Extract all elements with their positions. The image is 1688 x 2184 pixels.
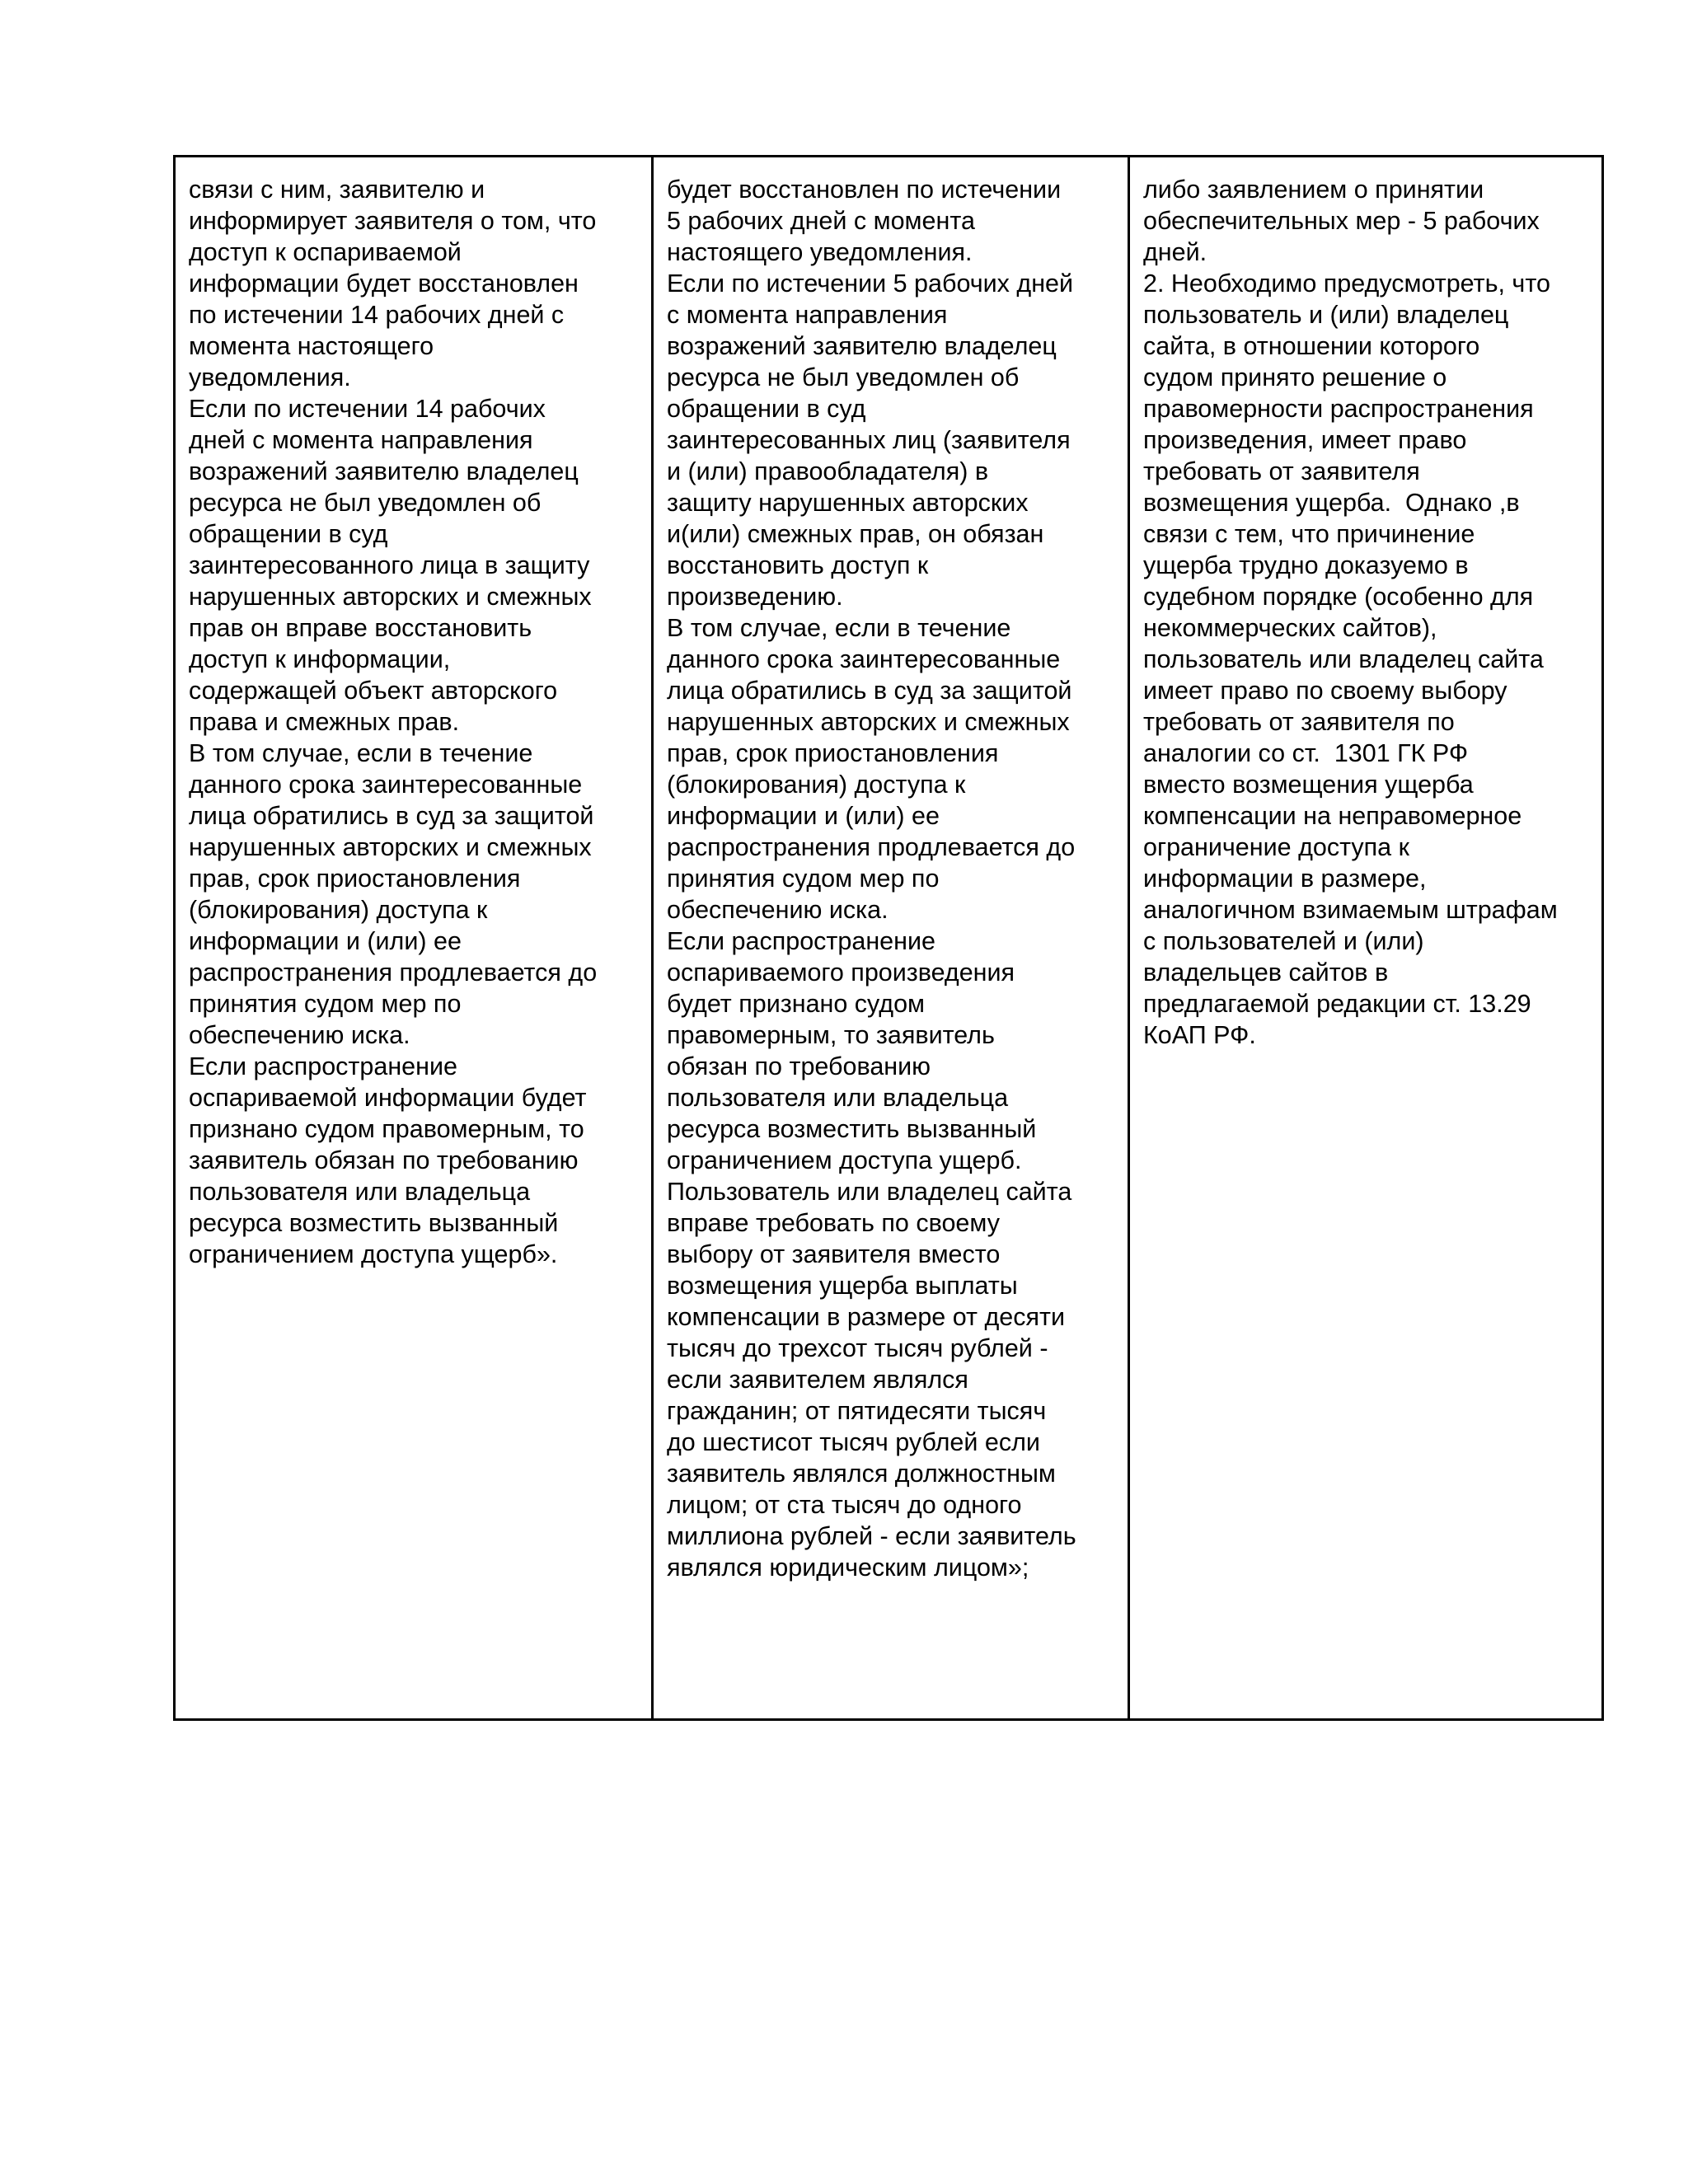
text-line: связи с ним, заявителю и: [189, 176, 485, 204]
text-line: информирует заявителя о том, что: [189, 207, 597, 235]
table-cell-column-2: [654, 157, 1130, 1718]
text-line: связи с тем, что причинение: [1143, 520, 1475, 548]
text-line: вместо возмещения ущерба: [1143, 771, 1474, 799]
text-line: произведения, имеет право: [1143, 426, 1467, 454]
table-cell-column-1: [176, 157, 654, 1718]
text-line: будет восстановлен по истечении: [667, 176, 1062, 204]
text-line: настоящего уведомления.: [667, 238, 973, 266]
text-line: ограничение доступа к: [1143, 833, 1409, 861]
text-line: распространения продлевается до: [667, 833, 1076, 861]
text-line: момента настоящего: [189, 332, 434, 360]
text-line: права и смежных прав.: [189, 708, 460, 736]
text-line: пользователя или владельца: [189, 1178, 531, 1206]
text-line: 2. Необходимо предусмотреть, что: [1143, 269, 1550, 298]
text-line: владельцев сайтов в: [1143, 958, 1389, 987]
text-line: судебном порядке (особенно для: [1143, 583, 1534, 611]
text-line: распространения продлевается до: [189, 958, 598, 987]
text-line: либо заявлением о принятии: [1143, 176, 1484, 204]
text-line: имеет право по своему выбору: [1143, 677, 1507, 705]
text-line: принятия судом мер по: [667, 865, 940, 893]
text-line: обращении в суд: [667, 395, 866, 423]
text-line: нарушенных авторских и смежных: [667, 708, 1070, 736]
text-line: В том случае, если в течение: [667, 614, 1011, 642]
text-line: до шестисот тысяч рублей если: [667, 1428, 1040, 1456]
text-line: возмещения ущерба. Однако ,в: [1143, 489, 1520, 517]
text-line: восстановить доступ к: [667, 551, 929, 579]
text-line: пользователя или владельца: [667, 1084, 1009, 1112]
text-line: обеспечительных мер - 5 рабочих: [1143, 207, 1540, 235]
text-line: вправе требовать по своему: [667, 1209, 1000, 1237]
text-line: дней.: [1143, 238, 1207, 266]
text-line: аналогии со ст. 1301 ГК РФ: [1143, 739, 1469, 767]
text-line: Если распространение: [667, 927, 935, 955]
text-line: возражений заявителю владелец: [189, 457, 579, 485]
text-line: нарушенных авторских и смежных: [189, 583, 592, 611]
text-line: признано судом правомерным, то: [189, 1115, 584, 1143]
text-line: по истечении 14 рабочих дней с: [189, 301, 565, 329]
text-line: данного срока заинтересованные: [667, 645, 1061, 673]
text-line: прав, срок приостановления: [189, 865, 521, 893]
text-line: информации будет восстановлен: [189, 269, 579, 298]
text-line: информации и (или) ее: [667, 802, 940, 830]
text-line: заявитель являлся должностным: [667, 1460, 1056, 1488]
text-line: лицом; от ста тысяч до одного: [667, 1491, 1022, 1519]
text-line: информации и (или) ее: [189, 927, 462, 955]
text-line: компенсации в размере от десяти: [667, 1303, 1066, 1331]
text-line: прав он вправе восстановить: [189, 614, 532, 642]
text-line: ресурса возместить вызванный: [667, 1115, 1037, 1143]
text-line: принятия судом мер по: [189, 990, 462, 1018]
text-line: миллиона рублей - если заявитель: [667, 1522, 1076, 1550]
text-line: произведению.: [667, 583, 843, 611]
text-line: защиту нарушенных авторских: [667, 489, 1029, 517]
text-line: лица обратились в суд за защитой: [189, 802, 594, 830]
table-cell-column-3: [1130, 157, 1601, 1718]
text-line: правомерным, то заявитель: [667, 1021, 995, 1049]
text-line: Пользователь или владелец сайта: [667, 1178, 1072, 1206]
text-line: Если по истечении 14 рабочих: [189, 395, 546, 423]
text-line: заинтересованного лица в защиту: [189, 551, 590, 579]
text-line: лица обратились в суд за защитой: [667, 677, 1072, 705]
text-line: оспариваемой информации будет: [189, 1084, 587, 1112]
text-line: дней с момента направления: [189, 426, 533, 454]
text-line: возмещения ущерба выплаты: [667, 1272, 1018, 1300]
text-line: обеспечению иска.: [667, 896, 889, 924]
text-line: содержащей объект авторского: [189, 677, 558, 705]
text-line: Если распространение: [189, 1052, 457, 1080]
text-line: КоАП РФ.: [1143, 1021, 1256, 1049]
text-line: ограничением доступа ущерб.: [667, 1146, 1022, 1174]
text-line: с пользователей и (или): [1143, 927, 1424, 955]
text-line: заявитель обязан по требованию: [189, 1146, 579, 1174]
text-line: предлагаемой редакции ст. 13.29: [1143, 990, 1531, 1018]
text-line: возражений заявителю владелец: [667, 332, 1057, 360]
text-line: некоммерческих сайтов),: [1143, 614, 1437, 642]
text-line: аналогичном взимаемым штрафам: [1143, 896, 1558, 924]
text-line: В том случае, если в течение: [189, 739, 533, 767]
text-line: и(или) смежных прав, он обязан: [667, 520, 1044, 548]
text-line: правомерности распространения: [1143, 395, 1534, 423]
text-line: с момента направления: [667, 301, 948, 329]
text-line: будет признано судом: [667, 990, 926, 1018]
text-line: доступ к информации,: [189, 645, 451, 673]
text-line: (блокирования) доступа к: [667, 771, 966, 799]
text-line: обязан по требованию: [667, 1052, 931, 1080]
text-line: гражданин; от пятидесяти тысяч: [667, 1397, 1047, 1425]
text-line: судом принято решение о: [1143, 363, 1447, 391]
text-line: пользователь или владелец сайта: [1143, 645, 1544, 673]
text-line: обращении в суд: [189, 520, 388, 548]
text-line: оспариваемого произведения: [667, 958, 1015, 987]
text-line: и (или) правообладателя) в: [667, 457, 989, 485]
text-line: обеспечению иска.: [189, 1021, 410, 1049]
text-line: выбору от заявителя вместо: [667, 1240, 1001, 1268]
text-line: ресурса не был уведомлен об: [667, 363, 1020, 391]
text-line: ресурса возместить вызванный: [189, 1209, 559, 1237]
text-line: требовать от заявителя: [1143, 457, 1420, 485]
text-line: заинтересованных лиц (заявителя: [667, 426, 1071, 454]
comparison-table: [173, 155, 1604, 1721]
text-line: требовать от заявителя по: [1143, 708, 1455, 736]
text-line: если заявителем являлся: [667, 1366, 968, 1394]
text-line: ресурса не был уведомлен об: [189, 489, 542, 517]
text-line: информации в размере,: [1143, 865, 1427, 893]
text-line: пользователь и (или) владелец: [1143, 301, 1509, 329]
text-line: ограничением доступа ущерб».: [189, 1240, 558, 1268]
text-line: доступ к оспариваемой: [189, 238, 462, 266]
text-line: прав, срок приостановления: [667, 739, 999, 767]
text-line: ущерба трудно доказуемо в: [1143, 551, 1469, 579]
text-line: Если по истечении 5 рабочих дней: [667, 269, 1074, 298]
text-line: 5 рабочих дней с момента: [667, 207, 975, 235]
text-line: сайта, в отношении которого: [1143, 332, 1480, 360]
text-line: тысяч до трехсот тысяч рублей -: [667, 1334, 1048, 1362]
text-line: компенсации на неправомерное: [1143, 802, 1522, 830]
text-line: данного срока заинтересованные: [189, 771, 583, 799]
text-line: являлся юридическим лицом»;: [667, 1554, 1029, 1582]
text-line: (блокирования) доступа к: [189, 896, 488, 924]
text-line: уведомления.: [189, 363, 351, 391]
text-line: нарушенных авторских и смежных: [189, 833, 592, 861]
